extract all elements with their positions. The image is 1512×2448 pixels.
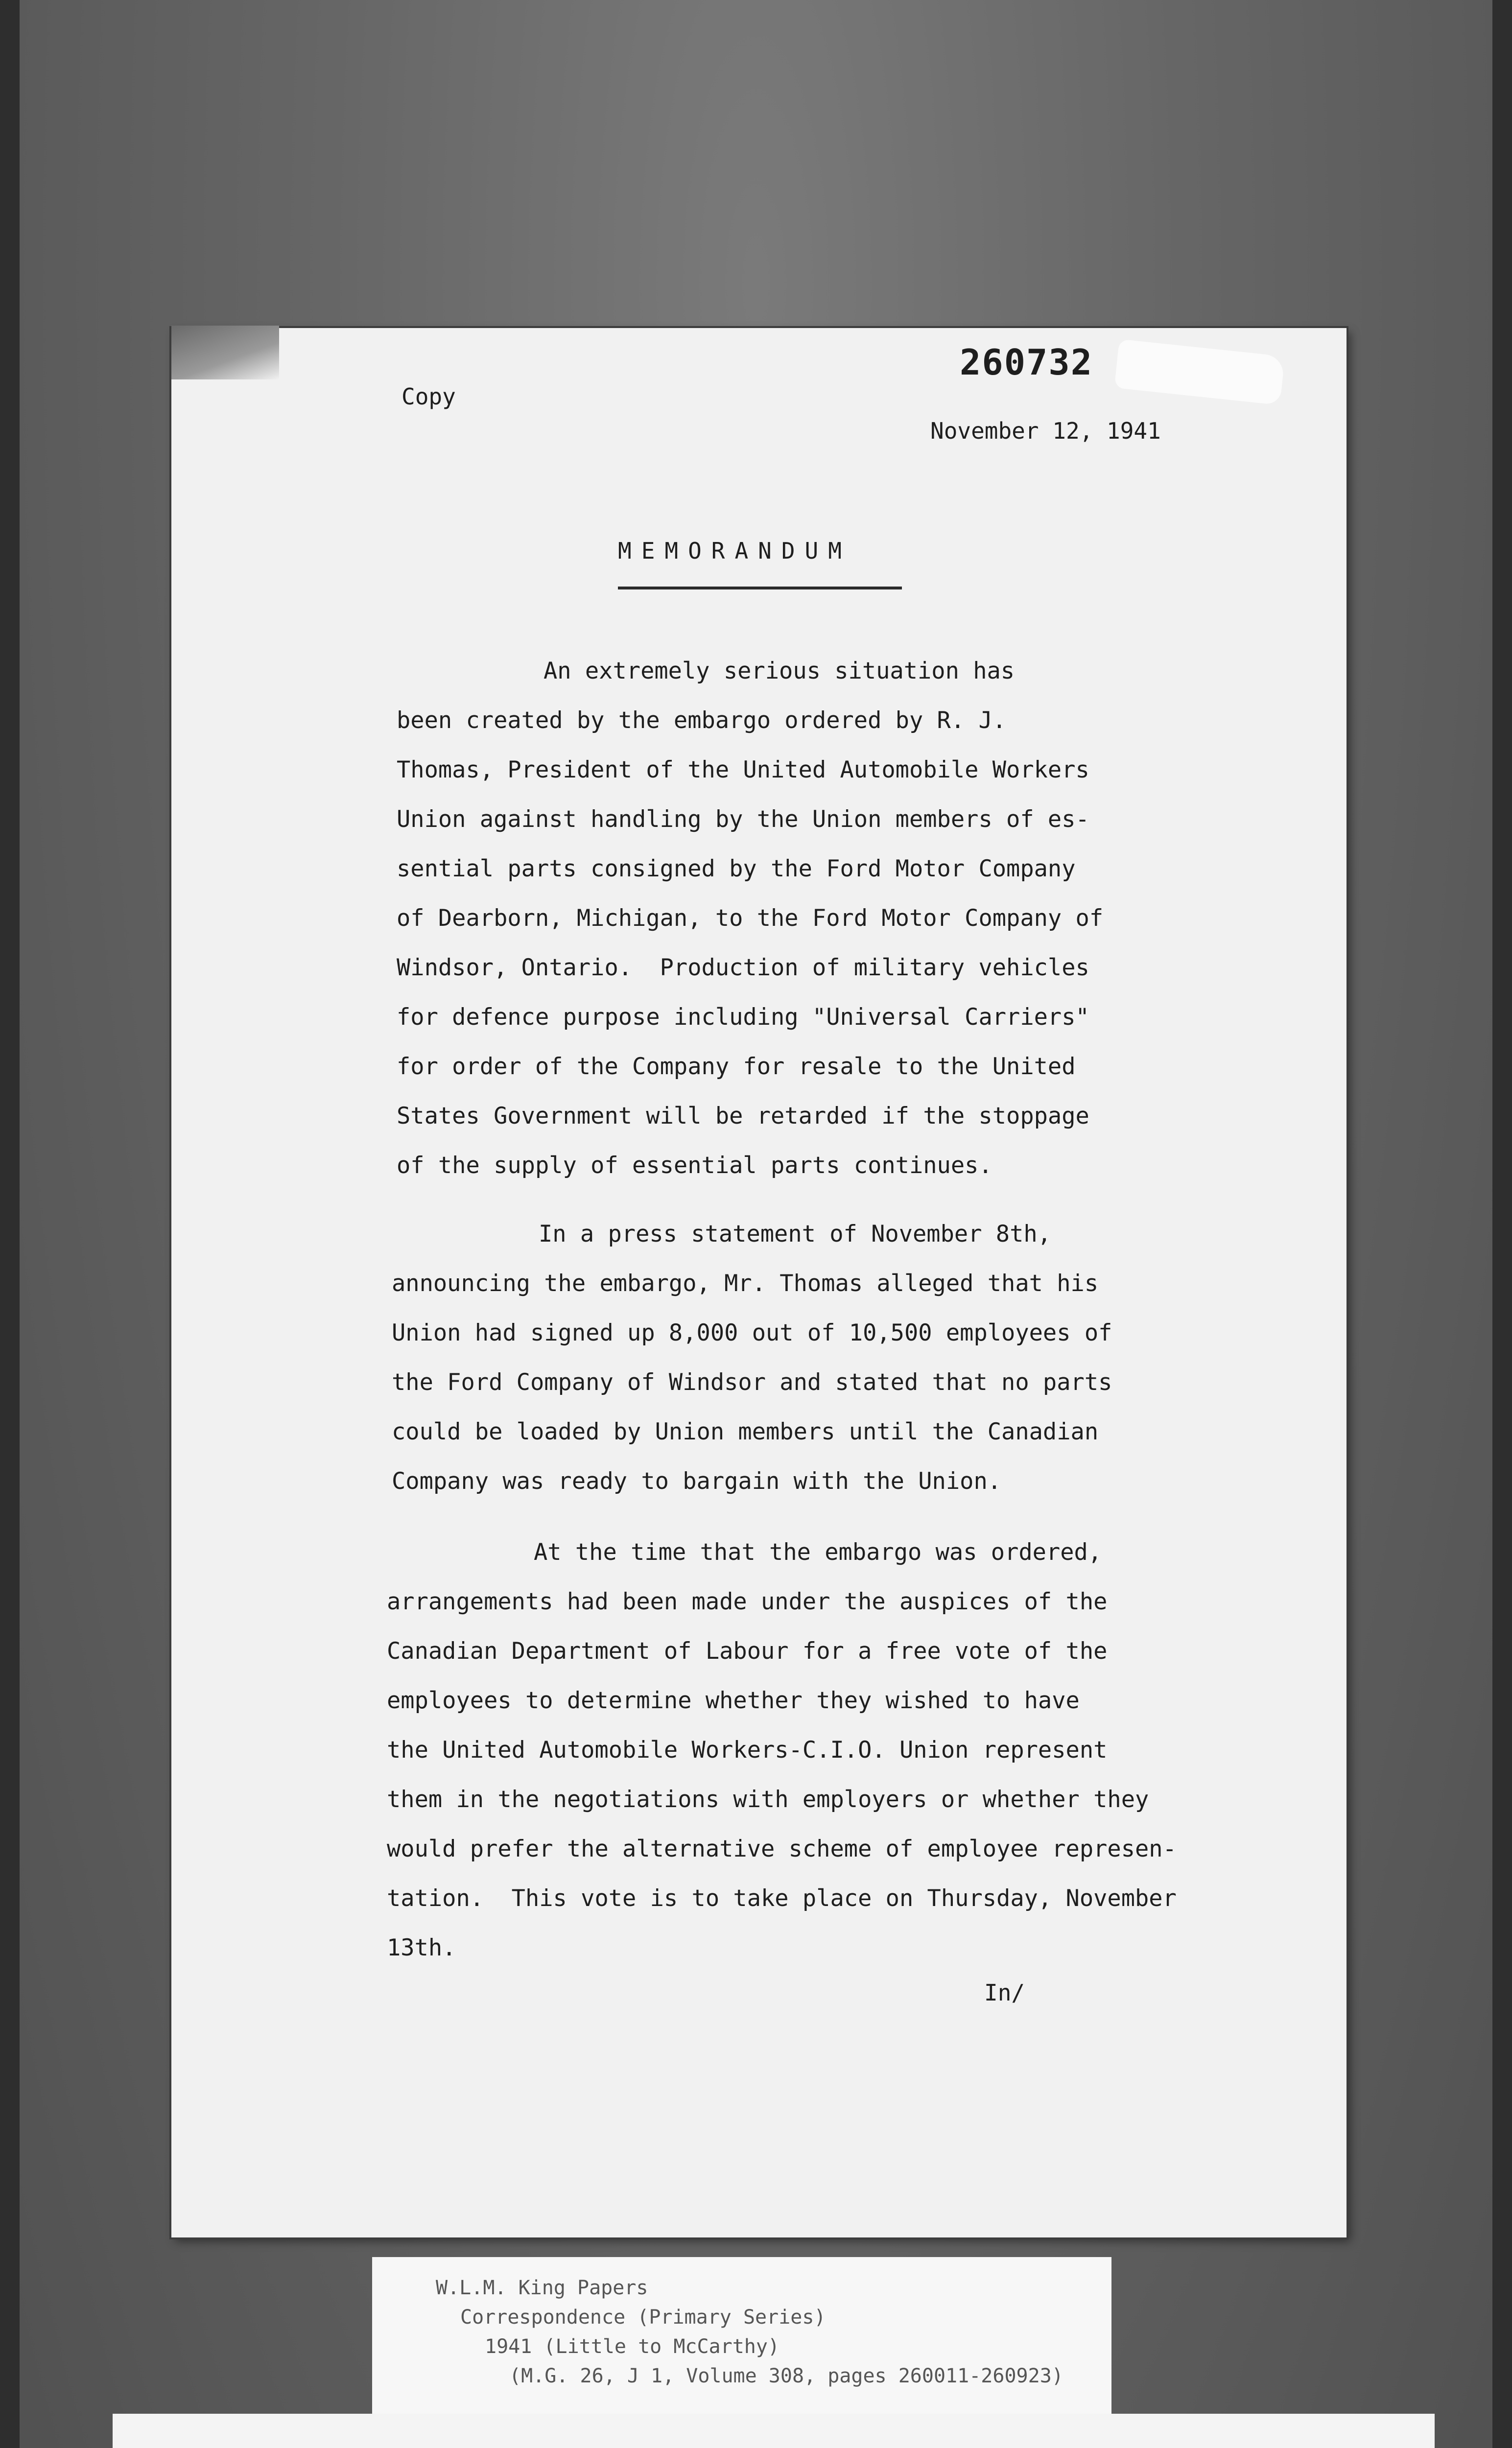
archive-banner	[113, 2414, 1435, 2448]
memo-line: arrangements had been made under the auspices of the	[387, 1588, 1108, 1615]
frame-right-edge	[1492, 0, 1512, 2448]
memo-heading: MEMORANDUM	[618, 538, 851, 564]
continuation-marker: In/	[984, 1979, 1025, 2006]
paragraph-2	[392, 1209, 1112, 1506]
memo-line: announcing the embargo, Mr. Thomas alleged that his	[392, 1270, 1099, 1297]
memo-line: Windsor, Ontario. Production of military vehicles	[397, 954, 1089, 981]
heading-underline	[618, 587, 902, 589]
memo-line: the United Automobile Workers-C.I.O. Union represent	[387, 1737, 1108, 1764]
document-number: 260732	[960, 342, 1093, 383]
memo-line: In a press statement of November 8th,	[539, 1221, 1051, 1248]
memo-line: Canadian Department of Labour for a free vote of the	[387, 1638, 1108, 1665]
memo-date: November 12, 1941	[930, 418, 1161, 444]
memo-line: States Government will be retarded if the stoppage	[397, 1103, 1089, 1130]
memo-line: 13th.	[387, 1934, 456, 1961]
memo-line: sential parts consigned by the Ford Motor Company	[397, 855, 1076, 882]
memo-line: for order of the Company for resale to the United	[397, 1053, 1076, 1080]
memo-line: At the time that the embargo was ordered,	[534, 1539, 1102, 1566]
memo-line: of the supply of essential parts continues.	[397, 1152, 992, 1179]
frame-left-edge	[0, 0, 20, 2448]
collection-name: W.L.M. King Papers	[436, 2277, 648, 2299]
memo-line: Company was ready to bargain with the Union.	[392, 1468, 1002, 1495]
memo-line: would prefer the alternative scheme of employee represen-	[387, 1836, 1177, 1862]
memo-line: tation. This vote is to take place on Thursday, November	[387, 1885, 1177, 1912]
memo-line: of Dearborn, Michigan, to the Ford Motor Company of	[397, 905, 1104, 932]
memo-line: Union against handling by the Union members of es-	[397, 806, 1089, 833]
memo-line: Thomas, President of the United Automobile Workers	[397, 756, 1089, 783]
collection-series: Correspondence (Primary Series)	[460, 2306, 826, 2329]
paragraph-3	[387, 1528, 1177, 1973]
memo-line: Union had signed up 8,000 out of 10,500 employees of	[392, 1319, 1112, 1346]
collection-label-card	[372, 2257, 1111, 2424]
memo-line: An extremely serious situation has	[543, 658, 1015, 684]
memo-line: them in the negotiations with employers or whether they	[387, 1786, 1149, 1813]
memo-line: the Ford Company of Windsor and stated that no parts	[392, 1369, 1112, 1396]
memo-line: employees to determine whether they wished to have	[387, 1687, 1080, 1714]
collection-reference: (M.G. 26, J 1, Volume 308, pages 260011-260923)	[509, 2365, 1063, 2387]
collection-range: 1941 (Little to McCarthy)	[485, 2335, 780, 2358]
memo-line: been created by the embargo ordered by R. J.	[397, 707, 1007, 734]
memo-line: could be loaded by Union members until the Canadian	[392, 1418, 1099, 1445]
copy-label: Copy	[402, 383, 456, 410]
memo-line: for defence purpose including "Universal Carriers"	[397, 1004, 1089, 1031]
paragraph-1	[397, 646, 1103, 1190]
torn-corner	[171, 326, 279, 379]
